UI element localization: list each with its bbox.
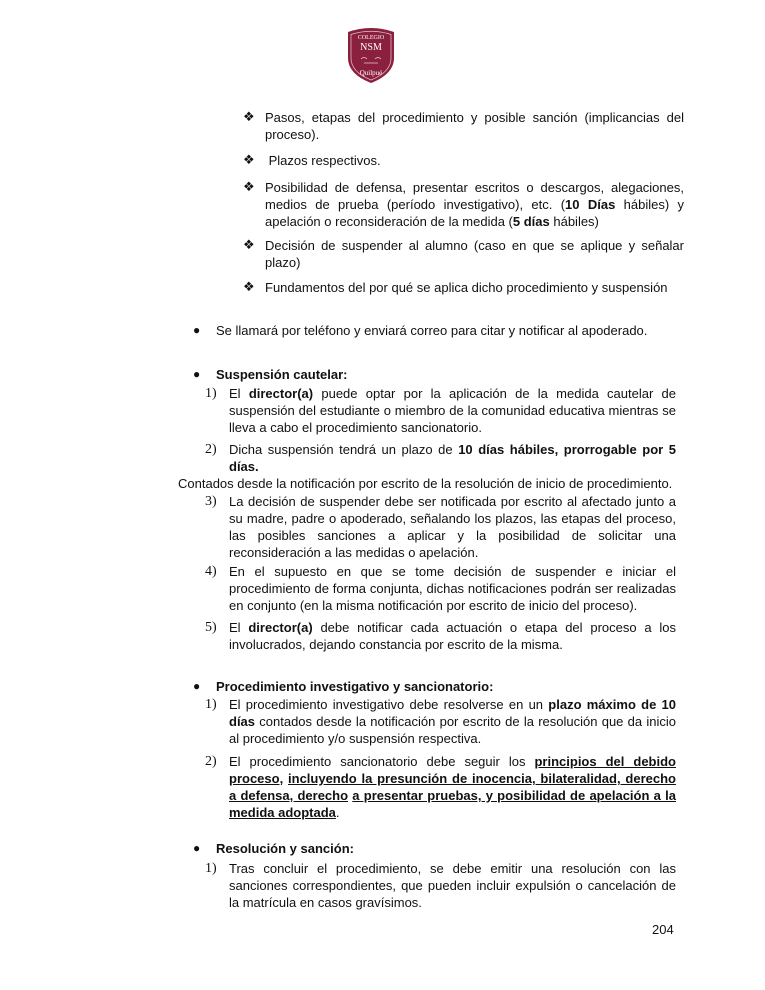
- diamond-bullet-icon: ❖: [243, 180, 255, 195]
- diamond-bullet-icon: ❖: [243, 110, 255, 125]
- list-item: 2) El procedimiento sancionatorio debe seguir los principios del debido proceso, incluyendo la presunción de inocencia, bilateralidad, derecho a defensa, derecho a presentar pruebas, y posibilidad de apelación a la medida adoptada.: [205, 754, 676, 820]
- list-item: 3) La decisión de suspender debe ser notificada por escrito al afectado junto a su madre, padre o apoderado, señalando los plazos, las etapas del proceso, las posibles sanciones a aplicar y la posibilidad de solicitar una reconsideración a las medidas o apelación.: [205, 494, 676, 560]
- list-item: 2) Dicha suspensión tendrá un plazo de 10 días hábiles, prorrogable por 5 días.: [205, 442, 676, 474]
- section-heading-resolucion: Resolución y sanción:: [216, 841, 354, 856]
- contados-line: Contados desde la notificación por escrito de la resolución de inicio de procedimiento.: [178, 476, 673, 491]
- call-notice: Se llamará por teléfono y enviará correo para citar y notificar al apoderado.: [216, 323, 648, 338]
- logo-line2: NSM: [360, 42, 382, 53]
- page-number: 204: [652, 922, 674, 937]
- diamond-item: ❖ Decisión de suspender al alumno (caso en que se aplique y señalar plazo): [243, 238, 684, 270]
- logo-line3: Quilpué: [359, 69, 383, 77]
- section-heading-suspension: Suspensión cautelar:: [216, 367, 348, 382]
- list-item: 1) El director(a) puede optar por la aplicación de la medida cautelar de suspensión del estudiante o miembro de la comunidad educativa mientras se lleva a cabo el procedimiento sancionatorio.: [205, 386, 677, 435]
- bullet-dot-icon: ●: [193, 841, 201, 855]
- logo-line1: COLEGIO: [357, 35, 385, 41]
- diamond-item: ❖ Pasos, etapas del procedimiento y posible sanción (implicancias del proceso).: [243, 110, 684, 142]
- diamond-bullet-icon: ❖: [243, 153, 255, 168]
- list-item: 1) El procedimiento investigativo debe resolverse en un plazo máximo de 10 días contados desde la notificación por escrito de la resolución que da inicio al procedimiento y/o suspensión respectiva.: [205, 697, 677, 746]
- bullet-dot-icon: ●: [193, 323, 201, 337]
- school-logo: [344, 26, 398, 84]
- bullet-dot-icon: ●: [193, 679, 201, 693]
- list-item: 1) Tras concluir el procedimiento, se debe emitir una resolución con las sanciones correspondientes, que pueden incluir expulsión o cancelación de la matrícula en casos gravísimos.: [205, 861, 676, 910]
- diamond-item: ❖ Plazos respectivos.: [243, 153, 381, 168]
- section-heading-procedimiento: Procedimiento investigativo y sancionatorio:: [216, 679, 494, 694]
- diamond-bullet-icon: ❖: [243, 238, 255, 253]
- diamond-item: ❖ Fundamentos del por qué se aplica dicho procedimiento y suspensión: [243, 280, 668, 295]
- bullet-dot-icon: ●: [193, 367, 201, 381]
- diamond-bullet-icon: ❖: [243, 280, 255, 295]
- diamond-item: ❖ Posibilidad de defensa, presentar escritos o descargos, alegaciones, medios de prueba (período investigativo), etc. (10 Días hábiles) y apelación o reconsideración de la medida (5 días hábiles): [243, 180, 685, 229]
- list-item: 4) En el supuesto en que se tome decisión de suspender e iniciar el procedimiento de forma conjunta, dichas notificaciones podrán ser realizadas en conjunto (en la misma notificación por escrito de inicio del proceso).: [205, 564, 676, 613]
- list-item: 5) El director(a) debe notificar cada actuación o etapa del proceso a los involucrados, dejando constancia por escrito de la misma.: [205, 620, 677, 652]
